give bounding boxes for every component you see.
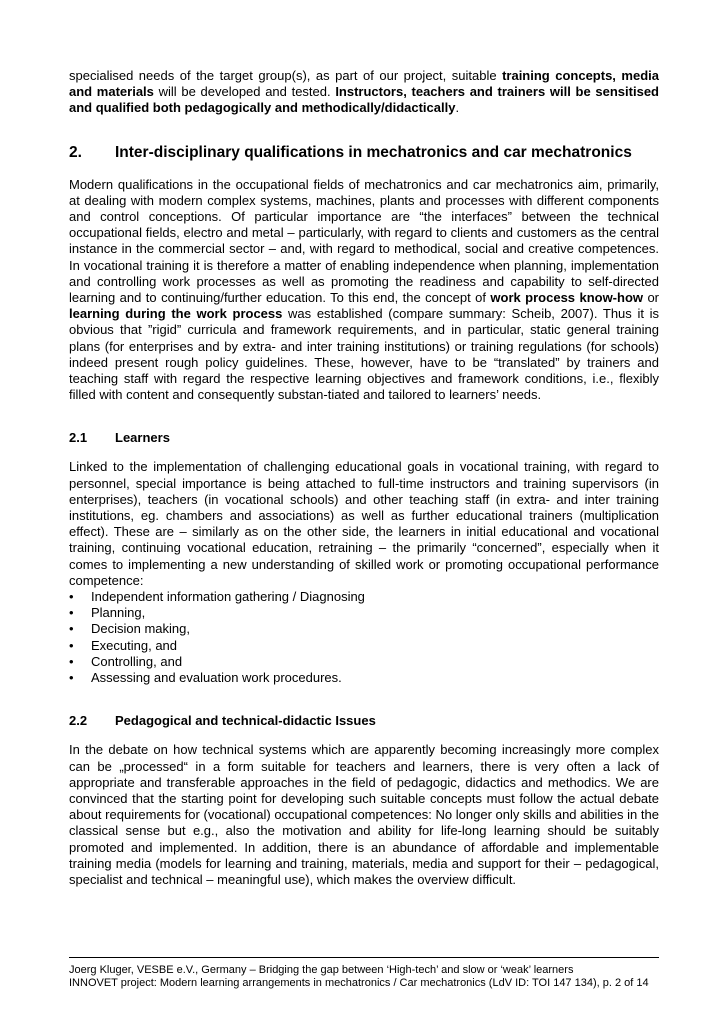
bullet-icon: • [69, 670, 74, 686]
footer-line-project: INNOVET project: Modern learning arrangements in mechatronics / Car mechatronics (LdV ID: TOI 147 134), p. 2 of 14 [69, 977, 649, 989]
section-2-paragraph [69, 177, 659, 404]
bullet-icon: • [69, 653, 74, 669]
intro-paragraph [69, 68, 659, 117]
bullet-icon: • [69, 621, 74, 637]
intro-bold-2: Instructors, teachers and trainers will be sensitised and qualified both pedagogically and methodically/didactically [69, 84, 659, 116]
list-item: • Independent information gathering / Diagnosing [69, 589, 365, 605]
page-footer [69, 957, 659, 990]
section-2-number: 2. [69, 143, 82, 161]
section-2-2-number: 2.2 [69, 713, 88, 729]
section-2-heading [69, 143, 659, 163]
intro-text-3: . [455, 100, 460, 116]
intro-bold-1: training concepts, media and materials [69, 68, 659, 100]
bullet-icon: • [69, 589, 74, 605]
list-item: • Executing, and [69, 637, 178, 653]
section-2-2-paragraph: In the debate on how technical systems which are apparently becoming increasingly more complex can be „processed“ in a form suitable for teachers and learners, there is very often a lack of appropriate and transferable approaches in the field of pedagogic, didactics and methodics. We are convinced that the starting point for developing such suitable concepts must follow the actual debate about requirements for (vocational) occupational competences: No longer only skills and abilities in the classical sense but e.g., also the motivation and ability for life-long learning should be suitably promoted and implemented. In addition, there is an abundance of affordable and implementable training media (models for learning and training, materials, media and support for their – pedagogical, specialist and technical – meaningful use), which makes the overview difficult. [69, 742, 659, 887]
list-item: • Planning, [69, 605, 146, 621]
section-2-2-title: Pedagogical and technical-didactic Issues [115, 713, 376, 729]
intro-text-2: will be developed and tested. [153, 84, 336, 100]
section-2-text-2: was established (compare summary: Scheib, 2007). Thus it is obvious that ”rigid” curricula and framework requirements, and in particular, static general training plans (for enterprises and by extra- and inter training institutions) or training regulations (for schools) indeed present rough policy guidelines. These, however, have to be “translated” by trainers and teaching staff with regard the respective learning objectives and framework conditions, i.e., flexibly filled with content and consequently substan-tiated and tailored to learners’ needs. [69, 306, 659, 403]
competence-list [69, 589, 659, 686]
list-item: • Assessing and evaluation work procedures. [69, 670, 342, 686]
section-2-1-number: 2.1 [69, 430, 88, 446]
list-item: • Controlling, and [69, 653, 183, 669]
section-2-title: Inter-disciplinary qualifications in mechatronics and car mechatronics [115, 143, 632, 161]
section-2-1-heading [69, 430, 659, 446]
section-2-bold-1: work process know-how [490, 290, 644, 306]
intro-text-1: specialised needs of the target group(s), as part of our project, suitable [69, 68, 503, 83]
section-2-or: or [643, 290, 660, 306]
document-page [69, 68, 659, 888]
section-2-bold-2: learning during the work process [69, 306, 283, 322]
footer-line-author: Joerg Kluger, VESBE e.V., Germany – Bridging the gap between ‘High-tech’ and slow or ‘weak’ learners [69, 964, 574, 976]
bullet-icon: • [69, 637, 74, 653]
section-2-1-paragraph: Linked to the implementation of challenging educational goals in vocational training, with regard to personnel, special importance is being attached to full-time instructors and training supervisors (in enterprises), teachers (in vocational schools) and other teaching staff (in extra- and inter training institutions, eg. chambers and associations) as well as further educational trainers (multiplication effect). These are – similarly as on the other side, the learners in initial educational and vocational training, continuing vocational education, retraining – the primarily “concerned”, especially when it comes to implementing a new understanding of skilled work or promoting occupational performance competence: [69, 459, 659, 588]
section-2-text-1: Modern qualifications in the occupational fields of mechatronics and car mechatronics aim, primarily, at dealing with modern complex systems, machines, plants and processes with different components and control conceptions. Of particular importance are “the interfaces” between the technical occupational fields, electro and metal – particularly, with regard to clients and customers as the central instance in the commercial sector – and, with regard to methodical, social and creative competences. In vocational training it is therefore a matter of enabling independence when planning, implementation and controlling work processes as well as promoting the readiness and capability to self-directed learning and to continuing/further education. To this end, the concept of [69, 176, 659, 306]
bullet-icon: • [69, 605, 74, 621]
list-item: • Decision making, [69, 621, 190, 637]
section-2-2-heading [69, 713, 659, 729]
section-2-1-title: Learners [115, 430, 170, 446]
